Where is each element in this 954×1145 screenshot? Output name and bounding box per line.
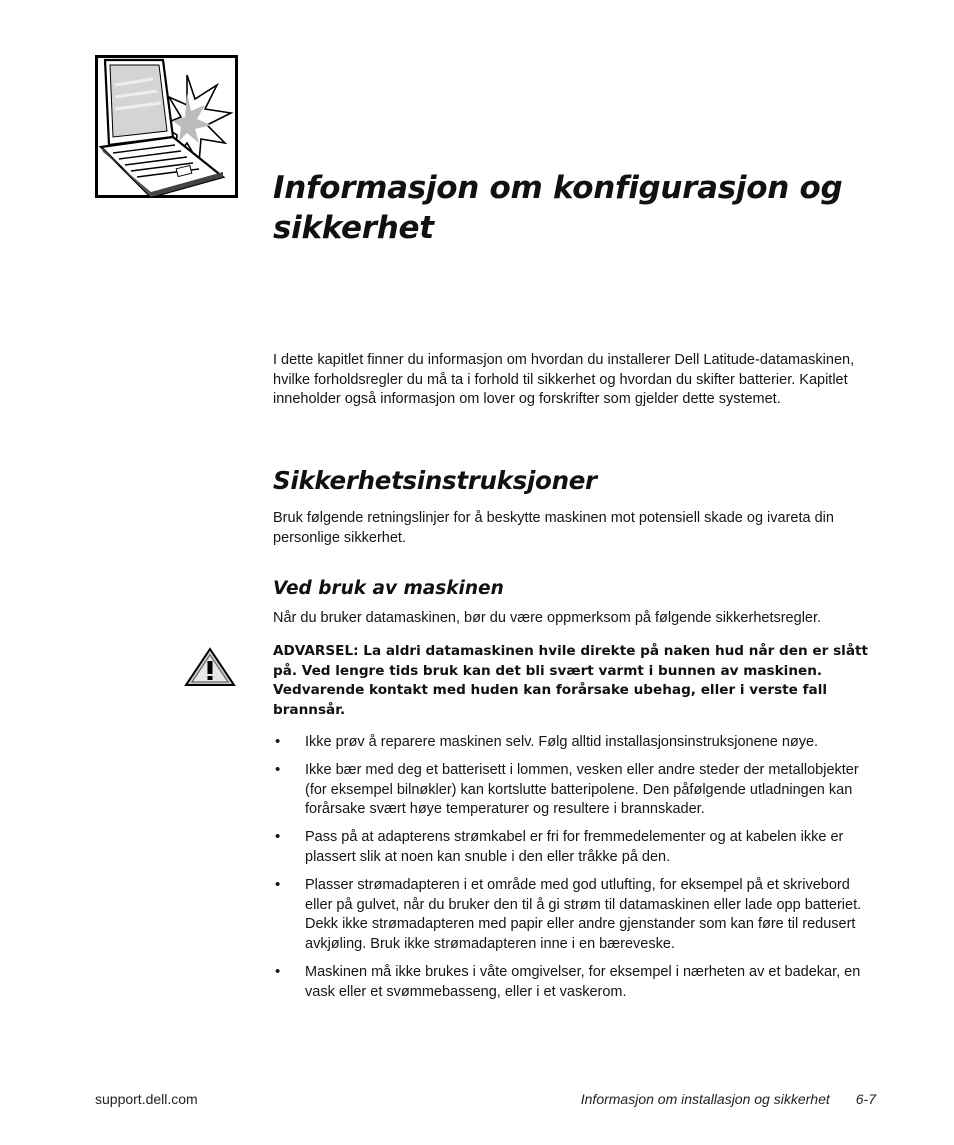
bullet-dot: • xyxy=(275,733,281,750)
chapter-title-line-2: sikkerhet xyxy=(273,210,434,246)
section-heading: Sikkerhetsinstruksjoner xyxy=(273,466,597,495)
list-item xyxy=(273,733,873,753)
list-item-text: Maskinen må ikke brukes i våte omgivelser, for eksempel i nærheten av et badekar, en vask eller et svømmebasseng, eller i et vaskerom. xyxy=(305,963,861,1000)
subsection-description: Når du bruker datamaskinen, bør du være oppmerksom på følgende sikkerhetsregler. xyxy=(273,610,822,626)
list-item xyxy=(273,963,873,1002)
warning-triangle-icon xyxy=(184,646,236,688)
safety-bullet-list xyxy=(273,733,873,1011)
footer-chapter-title: Informasjon om installasjon og sikkerhet xyxy=(580,1091,830,1107)
chapter-intro: I dette kapitlet finner du informasjon om hvordan du installerer Dell Latitude-datamaskinen, hvilke forholdsregler du må ta i forhold til sikkerhet og hvordan du skifter batterier. Kapitlet inneholder også informasjon om lover og forskrifter som gjelder dette systemet. xyxy=(273,352,855,408)
list-item xyxy=(273,761,873,820)
list-item xyxy=(273,876,873,954)
warning-text: ADVARSEL: La aldri datamaskinen hvile direkte på naken hud når den er slått på. Ved lengre tids bruk kan det bli svært varmt i bunnen av maskinen. Vedvarende kontakt med huden kan forårsake ubehag, eller i verste fall brannsår. xyxy=(273,643,868,718)
list-item-text: Ikke prøv å reparere maskinen selv. Følg alltid installasjonsinstruksjonene nøye. xyxy=(305,734,819,750)
chapter-title xyxy=(273,168,913,248)
subsection-heading: Ved bruk av maskinen xyxy=(273,578,504,599)
footer-running-title xyxy=(581,1091,876,1107)
list-item xyxy=(273,828,873,867)
list-item-text: Plasser strømadapteren i et område med god utlufting, for eksempel på et skrivebord eller på gulvet, når du bruker den til å gi strøm til datamaskinen eller lade opp batteriet. Dekk ikke strømadapteren med papir eller andre gjenstander som kan føre til redusert avkjøling. Bruk ikke strømadapteren inne i en bæreveske. xyxy=(305,877,862,952)
bullet-dot: • xyxy=(275,761,281,779)
footer-website: support.dell.com xyxy=(95,1091,198,1107)
bullet-dot: • xyxy=(275,828,281,846)
section-description: Bruk følgende retningslinjer for å beskytte maskinen mot potensiell skade og ivareta din personlige sikkerhet. xyxy=(273,510,834,546)
laptop-illustration-icon xyxy=(95,55,238,198)
list-item-text: Pass på at adapterens strømkabel er fri for fremmedelementer og at kabelen ikke er plassert slik at noen kan snuble i den eller tråkke på den. xyxy=(305,829,844,865)
footer-page-number: 6-7 xyxy=(855,1091,876,1107)
bullet-dot: • xyxy=(275,962,281,980)
chapter-title-line-1: Informasjon om konfigurasjon og xyxy=(273,170,843,206)
bullet-dot: • xyxy=(275,876,281,894)
list-item-text: Ikke bær med deg et batterisett i lommen, vesken eller andre steder der metallobjekter (for eksempel bilnøkler) kan kortslutte batteripolene. Den påfølgende utladningen kan forårsake svært høye temperaturer og resultere i brannskader. xyxy=(305,762,859,818)
